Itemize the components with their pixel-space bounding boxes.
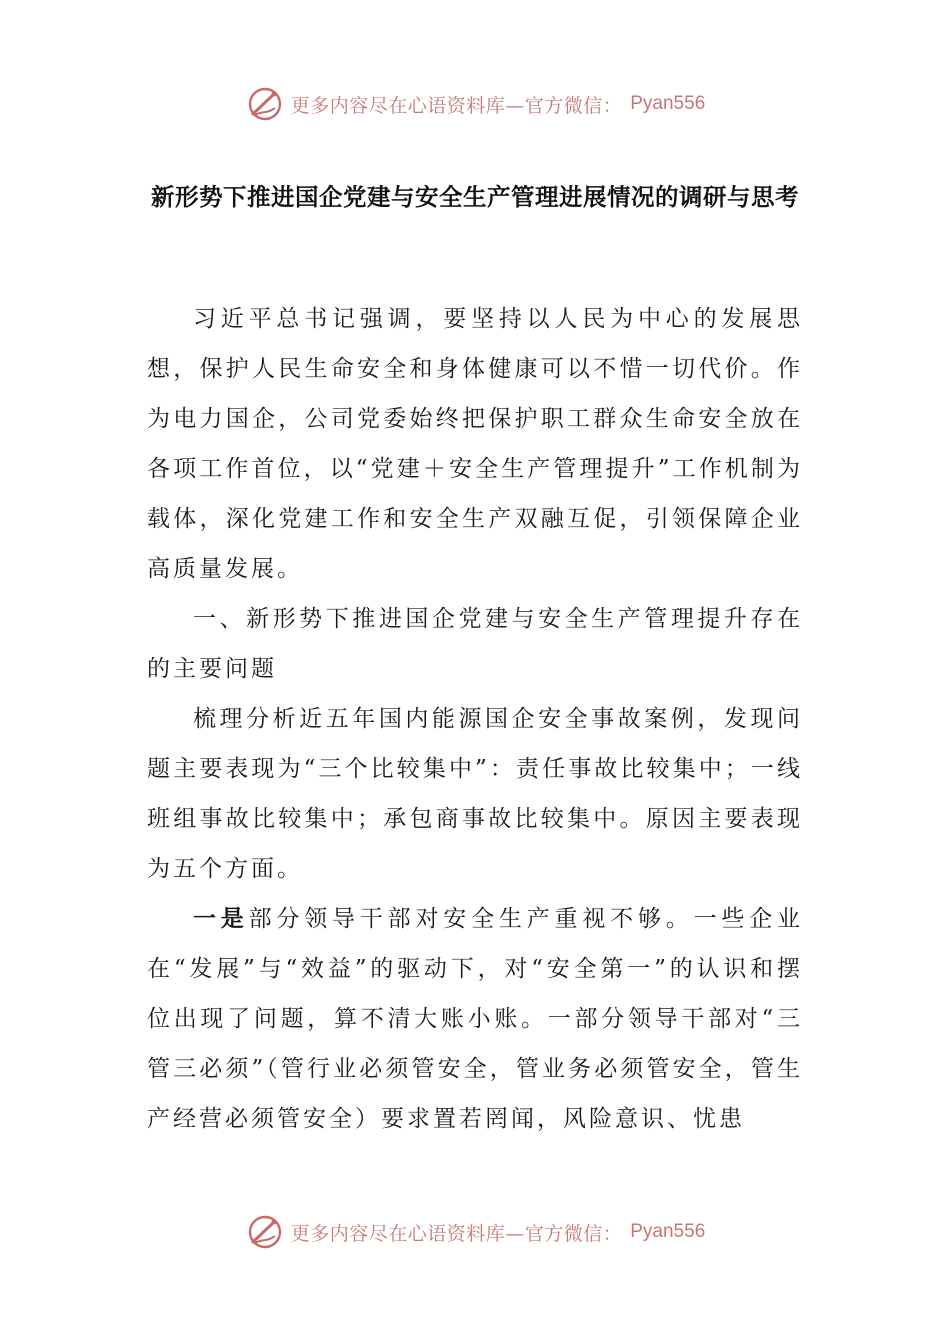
paragraph-point-one — [147, 894, 803, 1144]
point-one-lead: 一是 — [193, 906, 249, 932]
watermark-text: 更多内容尽在心语资料库—官方微信： — [290, 1222, 623, 1245]
watermark-wechat-id: Pyan556 — [630, 93, 706, 114]
section-heading-1: 一、新形势下推进国企党建与安全生产管理提升存在的主要问题 — [147, 606, 803, 682]
document-body — [147, 294, 803, 1144]
watermark-footer — [0, 1208, 950, 1256]
watermark-wechat-id: Pyan556 — [630, 1221, 706, 1242]
watermark-text: 更多内容尽在心语资料库—官方微信： — [290, 94, 623, 117]
point-one-text: 部分领导干部对安全生产重视不够。一些企业在“发展”与“效益”的驱动下，对“安全第一”的认识和摆位出现了问题，算不清大账小账。一部分领导干部对“三管三必须”（管行业必须管安全，管业务必须管安全，管生产经营必须管安全）要求置若罔闻，风险意识、忧患 — [147, 906, 804, 1132]
document-title: 新形势下推进国企党建与安全生产管理进展情况的调研与思考 — [151, 183, 799, 211]
pen-logo-icon — [245, 1212, 285, 1252]
paragraph-analysis: 梳理分析近五年国内能源国企安全事故案例，发现问题主要表现为“三个比较集中”：责任事故比较集中；一线班组事故比较集中；承包商事故比较集中。原因主要表现为五个方面。 — [147, 706, 803, 882]
pen-logo-icon — [245, 84, 285, 124]
watermark-header — [0, 80, 950, 128]
paragraph-intro: 习近平总书记强调，要坚持以人民为中心的发展思想，保护人民生命安全和身体健康可以不惜一切代价。作为电力国企，公司党委始终把保护职工群众生命安全放在各项工作首位，以“党建＋安全生产管理提升”工作机制为载体，深化党建工作和安全生产双融互促，引领保障企业高质量发展。 — [147, 306, 803, 582]
